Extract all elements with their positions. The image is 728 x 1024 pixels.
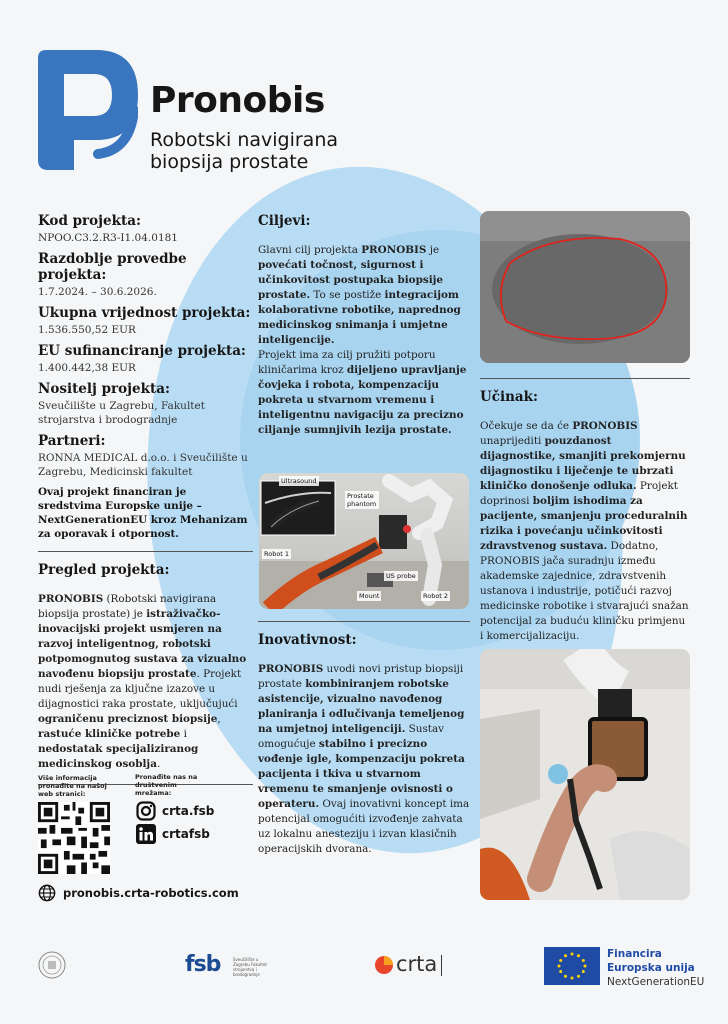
holder-label: Nositelj projekta:	[38, 381, 170, 397]
overview-t10: .	[156, 758, 161, 770]
mount-label: Mount	[359, 592, 380, 600]
code-value: NPOO.C3.2.R3-I1.04.0181	[38, 232, 178, 244]
university-seal-icon	[38, 951, 66, 979]
total-label: Ukupna vrijednost projekta:	[38, 305, 251, 321]
robot-setup-image	[259, 473, 469, 609]
crta-logo-text: crta	[396, 952, 438, 976]
goals-t2: PRONOBIS	[361, 244, 427, 256]
goals-heading: Ciljevi:	[258, 213, 311, 229]
eu-line1: Financira	[607, 948, 662, 960]
robot-procedure-image	[480, 649, 690, 900]
impact-heading: Učinak:	[480, 389, 539, 405]
divider	[258, 621, 470, 622]
impact-t4: pouzdanost dijagnostike, smanjiti prekomjernu dijagnostiku i liječenje te ubrzati kliničko donošenje odluka.	[480, 435, 686, 492]
goals-t1: Glavni cilj projekta	[258, 244, 362, 256]
eu-flag-icon	[544, 947, 600, 985]
period-value: 1.7.2024. – 30.6.2026.	[38, 286, 157, 298]
robot1-label: Robot 1	[264, 550, 290, 558]
fsb-logo: fsb	[185, 952, 221, 977]
divider	[38, 551, 253, 552]
impact-text	[480, 419, 690, 644]
goals-t8: dijeljeno upravljanje čovjeka i robota, kompenzaciju pokreta u stvarnom vremenu i inteligentnu navigaciju za precizno ciljanje sumnjivih lezija prostate.	[258, 364, 467, 436]
instagram-link[interactable]: crta.fsb	[162, 804, 215, 818]
phantom-label: Prostate phantom	[345, 491, 379, 509]
funding-note: Ovaj projekt financiran je sredstvima Europske unije – NextGenerationEU kroz Mehanizam za oporavak i otpornost.	[38, 486, 248, 540]
eu-line3: NextGenerationEU	[607, 976, 705, 988]
more-info-text: Više informacija pronađite na našoj web stranici:	[38, 774, 107, 798]
impact-column	[480, 378, 690, 644]
divider	[480, 378, 690, 379]
goals-t3: je	[426, 244, 440, 256]
goals-t4: povećati točnost, sigurnost i učinkovitost postupaka biopsije prostate.	[258, 259, 444, 301]
innovation-section	[258, 621, 470, 857]
overview-t1: PRONOBIS	[38, 593, 104, 605]
overview-t6: ,	[217, 713, 221, 725]
impact-t7: Dodatno, PRONOBIS jača suradnju između akademske zajednice, zdravstvenih ustanova i industrije, potičući razvoj medicinske robotike i stvarajući snažan potencijal za buduću kliničku primjenu i komercijalizaciju.	[480, 540, 689, 642]
overview-t7: rastuće kliničke potrebe	[38, 728, 181, 740]
partners-label: Partneri:	[38, 433, 106, 449]
pronobis-logo-icon	[38, 50, 138, 170]
impact-t5: Projekt doprinosi	[480, 480, 678, 507]
instagram-icon[interactable]	[136, 801, 156, 821]
innovation-heading: Inovativnost:	[258, 632, 357, 648]
overview-t9: nedostatak specijaliziranog medicinskog osoblja	[38, 743, 199, 770]
overview-t8: i	[180, 728, 187, 740]
fsb-small-text: Sveučilište u Zagrebu Fakultet strojarstva i brodogradnje	[233, 957, 267, 977]
linkedin-link[interactable]: crtafsb	[162, 827, 210, 841]
overview-t3: istraživačko-inovacijski projekt usmjeren na razvoj inteligentnog, robotski potpomognutog sustava za vizualno navođenu biopsiju prostate	[38, 608, 247, 680]
impact-t2: PRONOBIS	[572, 420, 638, 432]
eu-funding-text	[607, 947, 704, 989]
ultrasound-label: Ultrasound	[281, 477, 317, 485]
goals-t5: To se postiže	[310, 289, 385, 301]
holder-value: Sveučilište u Zagrebu, Fakultet strojarstva i brodogradnje	[38, 400, 205, 426]
eu-label: EU sufinanciranje projekta:	[38, 343, 246, 359]
innovation-t4: Sustav omogućuje	[258, 723, 445, 750]
qr-code-icon[interactable]	[38, 802, 110, 874]
code-label: Kod projekta:	[38, 213, 141, 229]
social-text: Pronađite nas na društvenim mrežama:	[135, 773, 198, 797]
overview-t2: (Robotski navigirana biopsija prostate) je	[38, 593, 217, 620]
subtitle-line1: Robotski navigirana	[150, 129, 339, 151]
website-link[interactable]: pronobis.crta-robotics.com	[63, 886, 239, 900]
robot2-label: Robot 2	[423, 592, 449, 600]
ultrasound-image	[480, 211, 690, 363]
impact-t1: Očekuje se da će	[480, 420, 573, 432]
crta-divider	[441, 955, 442, 976]
innovation-t6: Ovaj inovativni koncept ima potencijal omogućiti izvođenje zahvata uz lokalnu anesteziju i izvan klasičnih operacijskih dvorana.	[258, 798, 470, 855]
goals-text-1	[258, 243, 470, 348]
innovation-t3: kombiniranjem robotske asistencije, vizualno navođenog planiranja i odlučivanja temeljenog na umjetnoj inteligenciji.	[258, 678, 465, 735]
innovation-text	[258, 662, 470, 857]
crta-logo-icon	[374, 955, 394, 975]
overview-t4: . Projekt nudi rješenja za ključne izazove u dijagnostici raka prostate, uključujući	[38, 668, 242, 710]
goals-t7: Projekt ima za cilj pružiti potporu kliničarima kroz	[258, 349, 436, 376]
eu-value: 1.400.442,38 EUR	[38, 362, 136, 374]
innovation-t5: stabilno i precizno vođenje igle, kompenzaciju pokreta pacijenta i tkiva u stvarnom vremenu te smanjenje ovisnosti o operateru.	[258, 738, 465, 810]
linkedin-icon[interactable]	[136, 824, 156, 844]
goals-t6: integracijom kolaborativne robotike, naprednog medicinskog snimanja i umjetne inteligencije.	[258, 289, 461, 346]
subtitle-line2: biopsija prostate	[150, 151, 309, 173]
partners-value: RONNA MEDICAL d.o.o. i Sveučilište u Zagrebu, Medicinski fakultet	[38, 452, 248, 478]
eu-line2: Europska unija	[607, 962, 695, 974]
innovation-t2: uvodi novi pristup biopsiji prostate	[258, 663, 464, 690]
brand-title: Pronobis	[150, 80, 325, 121]
ultrasound-drawing	[480, 211, 690, 363]
globe-icon	[38, 884, 56, 902]
innovation-t1: PRONOBIS	[258, 663, 324, 675]
period-label: Razdoblje provedbe projekta:	[38, 251, 187, 283]
impact-t6: boljim ishodima za pacijente, smanjenju proceduralnih rizika i povećanju učinkovitosti zdravstvenog sustava.	[480, 495, 688, 552]
overview-heading: Pregled projekta:	[38, 562, 170, 578]
us-probe-label: US probe	[386, 572, 416, 580]
brand-subtitle	[150, 129, 410, 173]
goals-text-2	[258, 348, 470, 438]
total-value: 1.536.550,52 EUR	[38, 324, 136, 336]
project-info-column	[38, 213, 253, 795]
goals-column	[258, 213, 470, 438]
impact-t3: unaprijediti	[480, 435, 545, 447]
robot-procedure-drawing	[480, 649, 690, 900]
overview-text	[38, 592, 253, 772]
overview-t5: ograničenu preciznost biopsije	[38, 713, 218, 725]
